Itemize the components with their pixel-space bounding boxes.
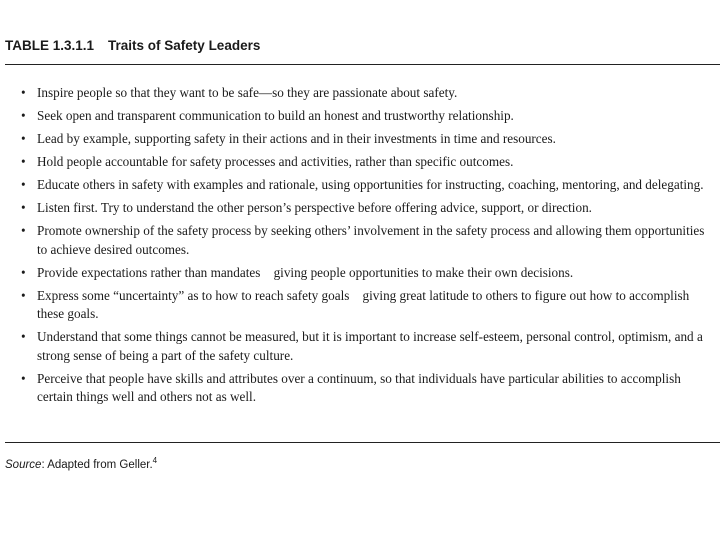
footnote-ref: 4 (152, 456, 158, 465)
table-bottom-rule (5, 442, 720, 443)
source-note (5, 456, 157, 471)
bullet-icon: • (21, 200, 26, 215)
bullet-icon: • (21, 131, 26, 146)
trait-text: Listen first. Try to understand the other person’s perspective before offering advice, support, or direction. (37, 200, 592, 215)
table-number: TABLE 1.3.1.1 (5, 38, 95, 53)
trait-item (5, 264, 715, 283)
bullet-icon: • (21, 370, 26, 386)
trait-text: Lead by example, supporting safety in their actions and in their investments in time and resources. (37, 131, 556, 146)
trait-text: Seek open and transparent communication to build an honest and trustworthy relationship. (37, 108, 514, 123)
bullet-icon: • (21, 177, 26, 192)
bullet-icon: • (21, 108, 26, 123)
bullet-icon: • (21, 154, 26, 169)
source-label: Source (5, 459, 42, 471)
source-text: : Adapted from Geller. (41, 459, 153, 471)
trait-text: Provide expectations rather than mandates giving people opportunities to make their own decisions. (37, 264, 574, 280)
trait-item (5, 130, 715, 149)
table-caption (5, 38, 260, 53)
trait-item (5, 176, 715, 195)
trait-item (5, 153, 715, 172)
trait-text: Perceive that people have skills and attributes over a continuum, so that individuals have particular abilities to accomplish certain things well and others not as well. (37, 370, 681, 404)
trait-text: Understand that some things cannot be measured, but it is important to increase self-esteem, personal control, optimism, and a strong sense of being a part of the safety culture. (37, 329, 703, 363)
bullet-icon: • (21, 223, 26, 238)
traits-list (5, 84, 715, 411)
trait-text: Inspire people so that they want to be safe—so they are passionate about safety. (37, 85, 458, 100)
table-title: Traits of Safety Leaders (108, 38, 261, 53)
trait-item (5, 199, 715, 218)
bullet-icon: • (21, 264, 26, 280)
trait-text: Express some “uncertainty” as to how to reach safety goals giving great latitude to others to figure out how to accomplish these goals. (37, 287, 690, 321)
trait-item (5, 222, 715, 259)
bullet-icon: • (21, 329, 26, 344)
trait-text: Promote ownership of the safety process by seeking others’ involvement in the safety process and allowing them opportunities to achieve desired outcomes. (37, 223, 705, 257)
bullet-icon: • (21, 287, 26, 303)
bullet-icon: • (21, 85, 26, 100)
table-top-rule (5, 64, 720, 65)
trait-item (5, 107, 715, 126)
trait-item (5, 287, 715, 324)
trait-text: Educate others in safety with examples and rationale, using opportunities for instructing, coaching, mentoring, and delegating. (37, 177, 704, 192)
trait-item (5, 370, 715, 407)
trait-item (5, 84, 715, 103)
trait-text: Hold people accountable for safety processes and activities, rather than specific outcomes. (37, 154, 514, 169)
trait-item (5, 328, 715, 365)
